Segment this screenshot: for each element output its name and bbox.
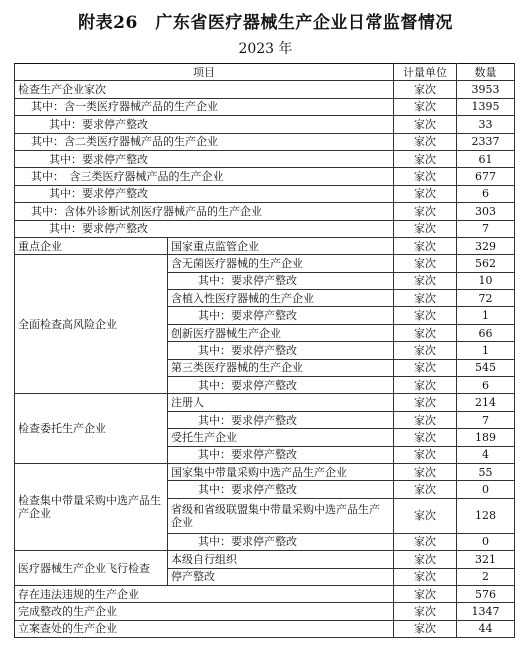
row-value: 66 bbox=[457, 324, 515, 341]
row-value: 3953 bbox=[457, 81, 515, 98]
row-unit: 家次 bbox=[394, 133, 457, 150]
row-value: 10 bbox=[457, 272, 515, 289]
row-value: 329 bbox=[457, 237, 515, 254]
table-row bbox=[15, 394, 515, 411]
row-sublabel: 含无菌医疗器械的生产企业 bbox=[168, 255, 394, 272]
row-sublabel: 停产整改 bbox=[168, 568, 394, 585]
row-unit: 家次 bbox=[394, 533, 457, 550]
group-label-risk: 全面检查高风险企业 bbox=[15, 255, 168, 394]
row-label: 其中：要求停产整改 bbox=[15, 116, 394, 133]
table-row bbox=[15, 220, 515, 237]
row-unit: 家次 bbox=[394, 237, 457, 254]
row-value: 72 bbox=[457, 290, 515, 307]
row-sublabel: 受托生产企业 bbox=[168, 429, 394, 446]
row-unit: 家次 bbox=[394, 307, 457, 324]
row-value: 6 bbox=[457, 185, 515, 202]
group-label-key: 重点企业 bbox=[15, 237, 168, 254]
header-item: 项目 bbox=[15, 64, 394, 81]
row-unit: 家次 bbox=[394, 272, 457, 289]
table-year: 2023 年 bbox=[238, 41, 293, 57]
row-sublabel: 本级自行组织 bbox=[168, 551, 394, 568]
row-label: 其中：要求停产整改 bbox=[15, 150, 394, 167]
table-row bbox=[15, 116, 515, 133]
row-label: 立案查处的生产企业 bbox=[15, 620, 394, 637]
row-value: 214 bbox=[457, 394, 515, 411]
row-sublabel: 第三类医疗器械的生产企业 bbox=[168, 359, 394, 376]
row-label: 其中： 含三类医疗器械产品的生产企业 bbox=[15, 168, 394, 185]
row-sublabel: 其中：要求停产整改 bbox=[168, 481, 394, 498]
row-unit: 家次 bbox=[394, 203, 457, 220]
row-unit: 家次 bbox=[394, 481, 457, 498]
table-title: 附表26 广东省医疗器械生产企业日常监督情况 bbox=[78, 13, 453, 33]
row-sublabel: 国家集中带量采购中选产品生产企业 bbox=[168, 463, 394, 480]
row-unit: 家次 bbox=[394, 463, 457, 480]
row-value: 44 bbox=[457, 620, 515, 637]
table-row bbox=[15, 203, 515, 220]
row-value: 1 bbox=[457, 307, 515, 324]
row-sublabel: 其中：要求停产整改 bbox=[168, 377, 394, 394]
row-unit: 家次 bbox=[394, 620, 457, 637]
supervision-table bbox=[14, 63, 515, 638]
row-value: 1347 bbox=[457, 603, 515, 620]
row-value: 55 bbox=[457, 463, 515, 480]
row-value: 576 bbox=[457, 585, 515, 602]
row-unit: 家次 bbox=[394, 150, 457, 167]
row-unit: 家次 bbox=[394, 585, 457, 602]
row-value: 0 bbox=[457, 533, 515, 550]
row-unit: 家次 bbox=[394, 603, 457, 620]
row-value: 7 bbox=[457, 220, 515, 237]
row-unit: 家次 bbox=[394, 377, 457, 394]
row-sublabel: 其中：要求停产整改 bbox=[168, 307, 394, 324]
row-unit: 家次 bbox=[394, 324, 457, 341]
row-label: 存在违法违规的生产企业 bbox=[15, 585, 394, 602]
row-unit: 家次 bbox=[394, 185, 457, 202]
row-value: 7 bbox=[457, 411, 515, 428]
row-sublabel: 国家重点监管企业 bbox=[168, 237, 394, 254]
row-label: 其中：含二类医疗器械产品的生产企业 bbox=[15, 133, 394, 150]
row-unit: 家次 bbox=[394, 290, 457, 307]
row-sublabel: 其中：要求停产整改 bbox=[168, 411, 394, 428]
row-value: 0 bbox=[457, 481, 515, 498]
row-sublabel: 其中：要求停产整改 bbox=[168, 342, 394, 359]
row-value: 562 bbox=[457, 255, 515, 272]
group-label-procurement: 检查集中带量采购中选产品生产企业 bbox=[15, 463, 168, 550]
row-unit: 家次 bbox=[394, 116, 457, 133]
table-row bbox=[15, 237, 515, 254]
row-value: 1395 bbox=[457, 98, 515, 115]
row-sublabel: 注册人 bbox=[168, 394, 394, 411]
table-row bbox=[15, 620, 515, 637]
row-unit: 家次 bbox=[394, 255, 457, 272]
row-unit: 家次 bbox=[394, 168, 457, 185]
group-label-flight: 医疗器械生产企业飞行检查 bbox=[15, 551, 168, 586]
row-unit: 家次 bbox=[394, 342, 457, 359]
row-unit: 家次 bbox=[394, 359, 457, 376]
row-label: 其中：含一类医疗器械产品的生产企业 bbox=[15, 98, 394, 115]
row-unit: 家次 bbox=[394, 446, 457, 463]
row-value: 303 bbox=[457, 203, 515, 220]
table-row bbox=[15, 168, 515, 185]
row-value: 189 bbox=[457, 429, 515, 446]
row-value: 4 bbox=[457, 446, 515, 463]
row-value: 2 bbox=[457, 568, 515, 585]
row-unit: 家次 bbox=[394, 498, 457, 533]
header-row bbox=[15, 64, 515, 81]
row-value: 677 bbox=[457, 168, 515, 185]
row-value: 61 bbox=[457, 150, 515, 167]
table-row bbox=[15, 463, 515, 480]
header-unit: 计量单位 bbox=[394, 64, 457, 81]
row-value: 2337 bbox=[457, 133, 515, 150]
row-sublabel: 其中：要求停产整改 bbox=[168, 533, 394, 550]
table-row bbox=[15, 603, 515, 620]
row-label: 完成整改的生产企业 bbox=[15, 603, 394, 620]
row-unit: 家次 bbox=[394, 81, 457, 98]
row-sublabel: 含植入性医疗器械的生产企业 bbox=[168, 290, 394, 307]
row-value: 321 bbox=[457, 551, 515, 568]
table-row bbox=[15, 81, 515, 98]
table-row bbox=[15, 150, 515, 167]
row-sublabel: 省级和省级联盟集中带量采购中选产品生产企业 bbox=[168, 498, 394, 533]
row-label: 其中：要求停产整改 bbox=[15, 185, 394, 202]
table-row bbox=[15, 98, 515, 115]
row-value: 128 bbox=[457, 498, 515, 533]
row-label: 其中：要求停产整改 bbox=[15, 220, 394, 237]
row-sublabel: 其中：要求停产整改 bbox=[168, 446, 394, 463]
table-row bbox=[15, 185, 515, 202]
row-label: 其中：含体外诊断试剂医疗器械产品的生产企业 bbox=[15, 203, 394, 220]
table-row bbox=[15, 133, 515, 150]
row-unit: 家次 bbox=[394, 568, 457, 585]
row-sublabel: 其中：要求停产整改 bbox=[168, 272, 394, 289]
table-row bbox=[15, 585, 515, 602]
row-unit: 家次 bbox=[394, 394, 457, 411]
row-unit: 家次 bbox=[394, 411, 457, 428]
row-label: 检查生产企业家次 bbox=[15, 81, 394, 98]
group-label-entrusted: 检查委托生产企业 bbox=[15, 394, 168, 464]
row-value: 6 bbox=[457, 377, 515, 394]
row-unit: 家次 bbox=[394, 98, 457, 115]
row-unit: 家次 bbox=[394, 429, 457, 446]
table-row bbox=[15, 255, 515, 272]
row-unit: 家次 bbox=[394, 551, 457, 568]
row-sublabel: 创新医疗器械生产企业 bbox=[168, 324, 394, 341]
table-row bbox=[15, 551, 515, 568]
row-value: 1 bbox=[457, 342, 515, 359]
row-value: 33 bbox=[457, 116, 515, 133]
row-unit: 家次 bbox=[394, 220, 457, 237]
row-value: 545 bbox=[457, 359, 515, 376]
header-count: 数量 bbox=[457, 64, 515, 81]
